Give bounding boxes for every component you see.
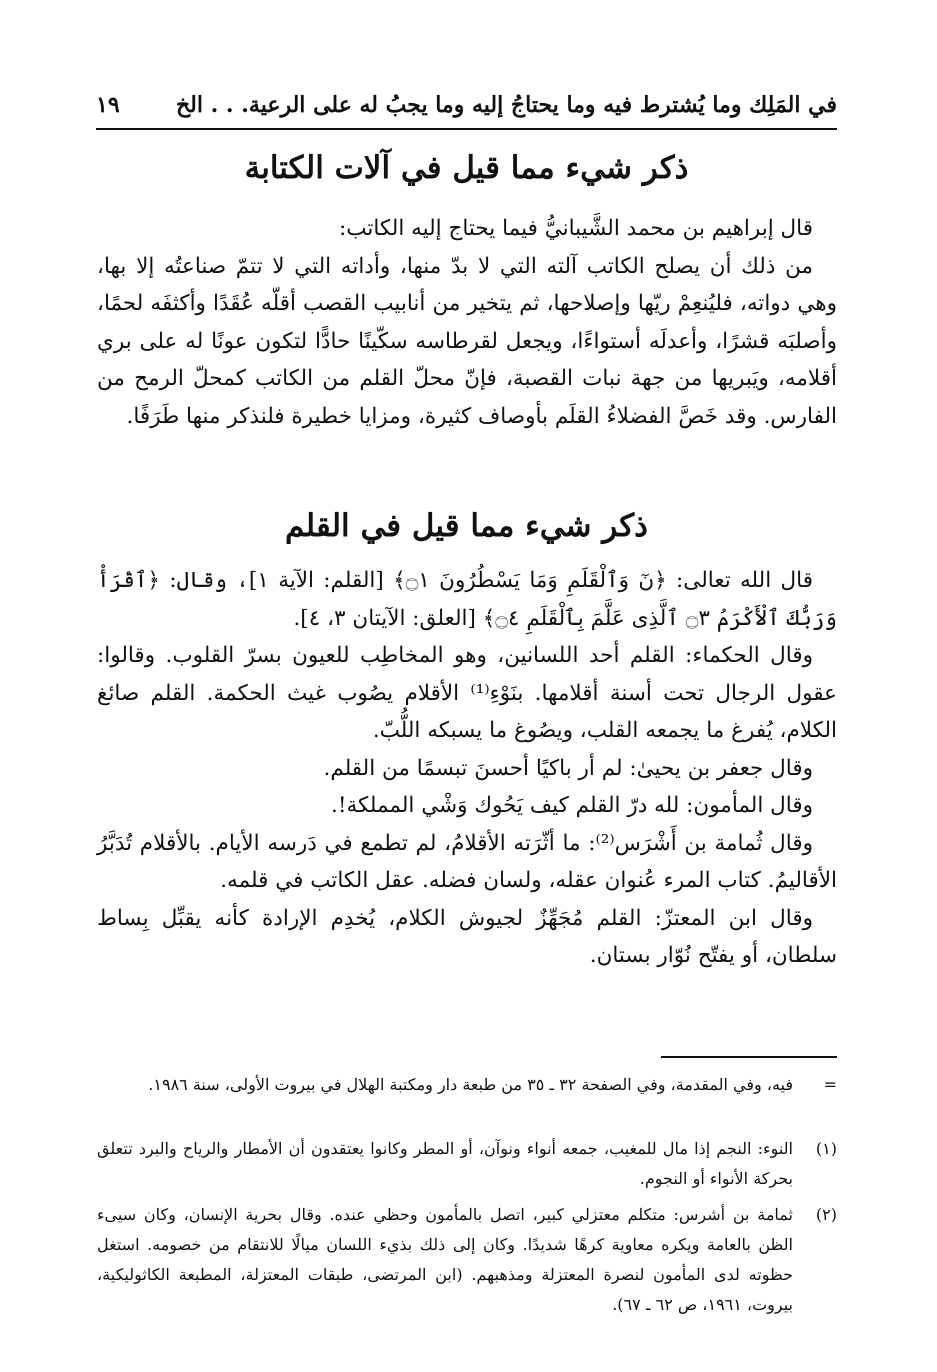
- footnote-marker: =: [823, 1075, 837, 1094]
- section-body-pen: [97, 562, 837, 975]
- footnote-marker: (٢): [815, 1205, 837, 1224]
- paragraph: وقال ثُمامة بن أَشْرَس⁽²⁾: ما أثّرَته الأقلامُ، لم تطمع في دَرسه الأيام. بالأقلام تُدَبَّرُ الأقاليمُ. كتاب المرء عُنوان عقله، ولسان فضله. عقل الكاتب في قلمه.: [97, 830, 837, 893]
- paragraph: وقال المأمون: لله درّ القلم كيف يَحُوك وَشْي المملكة!.: [330, 793, 813, 818]
- page-number: ١٩: [96, 92, 120, 118]
- paragraph: وقال جعفر بن يحيىٰ: لم أر باكيًا أحسنَ تبسمًا من القلم.: [323, 755, 813, 781]
- paragraph: وقال الحكماء: القلم أحد اللسانين، وهو المخاطِب للعيون بسرّ القلوب. وقالوا: عقول الرجال تحت أسنة أقلامها. بنَوْءِ⁽¹⁾ الأقلام يصُوب غيث الحكمة. القلم صائغ الكلام، يُفرغ ما يجمعه القلب، ويصُوغ ما يسبكه اللُّبّ.: [97, 643, 837, 743]
- footnote-separator: [661, 1056, 837, 1058]
- footnote-text: ثمامة بن أشرس: متكلم معتزلي كبير، اتصل بالمأمون وحظي عنده. وقال بحرية الإنسان، وكان سيىء الظن بالعامة ويكره معاوية كرهًا شديدًا. وكان إلى ذلك بذيء اللسان ميالًا للانتقام من خصومه. استغل حظوته لدى المأمون لنصرة المعتزلة ومذهبهم. (ابن المرتضى، طبقات المعتزلة، المطبعة الكاثوليكية، بيروت، ١٩٦١، ص ٦٢ ـ ٦٧).: [97, 1205, 794, 1314]
- section-body-writing-tools: [97, 210, 837, 435]
- footnote-1: [97, 1134, 837, 1194]
- footnote-text: النوء: النجم إذا مال للمغيب، جمعه أنواء ونوآن، أو المطر وكانوا يعتقدون أن الأمطار والرياح والبرد تتعلق بحركة الأنواء أو النجوم.: [97, 1139, 793, 1188]
- footnote-marker: (١): [815, 1139, 837, 1158]
- running-header: [96, 86, 837, 130]
- footnote-2: [97, 1200, 837, 1320]
- section-heading-pen: ذكر شيء مما قيل في القلم: [285, 508, 648, 544]
- header-title: في المَلِك وما يُشترط فيه وما يحتاجُ إليه وما يجبُ له على الرعية. . . الخ: [175, 92, 837, 118]
- footnote-continued: [97, 1070, 837, 1100]
- paragraph: قال إبراهيم بن محمد الشَّيبانيُّ فيما يحتاج إليه الكاتب:: [339, 216, 813, 241]
- section-heading-writing-tools: ذكر شيء مما قيل في آلات الكتابة: [244, 150, 689, 186]
- paragraph: من ذلك أن يصلح الكاتب آلته التي لا بدّ منها، وأداته التي لا تتمّ صناعتُه إلا بها، وهي دواته، فليُنعِمْ ريّها وإصلاحها، ثم يتخير من أنابيب القصب أقلّه عُقَدًا وأكثفَه لحمًا، وأصلبَه قشرًا، وأعدلَه أستواءًا، ويجعل لقرطاسه سكّينًا حادًّا لتكون عونًا له على بري أقلامه، ويَبريها من جهة نبات القصبة، فإنّ محلّ القلم من الكاتب كمحلّ الرمح من الفارس. وقد خَصَّ الفضلاءُ القلَم بأوصاف كثيرة، ومزايا خطيرة فلنذكر منها طَرَفًا.: [97, 253, 837, 429]
- paragraph: وقال ابن المعتزّ: القلم مُجَهِّزٌ لجيوش الكلام، يُخدِم الإرادة كأنه يقبِّل بِساط سلطان، أو يفتّح نُوّار بستان.: [97, 905, 837, 968]
- footnote-text: فيه، وفي المقدمة، وفي الصفحة ٣٢ ـ ٣٥ من طبعة دار ومكتبة الهلال في بيروت الأولى، سنة ١٩٨٦.: [148, 1075, 793, 1094]
- paragraph: قال الله تعالى: ﴿نٓ وَٱلْقَلَمِ وَمَا يَسْطُرُونَ ۝١﴾ [القلم: الآية ١]، وقال: ﴿ٱقْرَأْ وَرَبُّكَ ٱلْأَكْرَمُ ۝٣ ٱلَّذِى عَلَّمَ بِٱلْقَلَمِ ۝٤﴾ [العلق: الآيتان ٣، ٤].: [97, 568, 837, 631]
